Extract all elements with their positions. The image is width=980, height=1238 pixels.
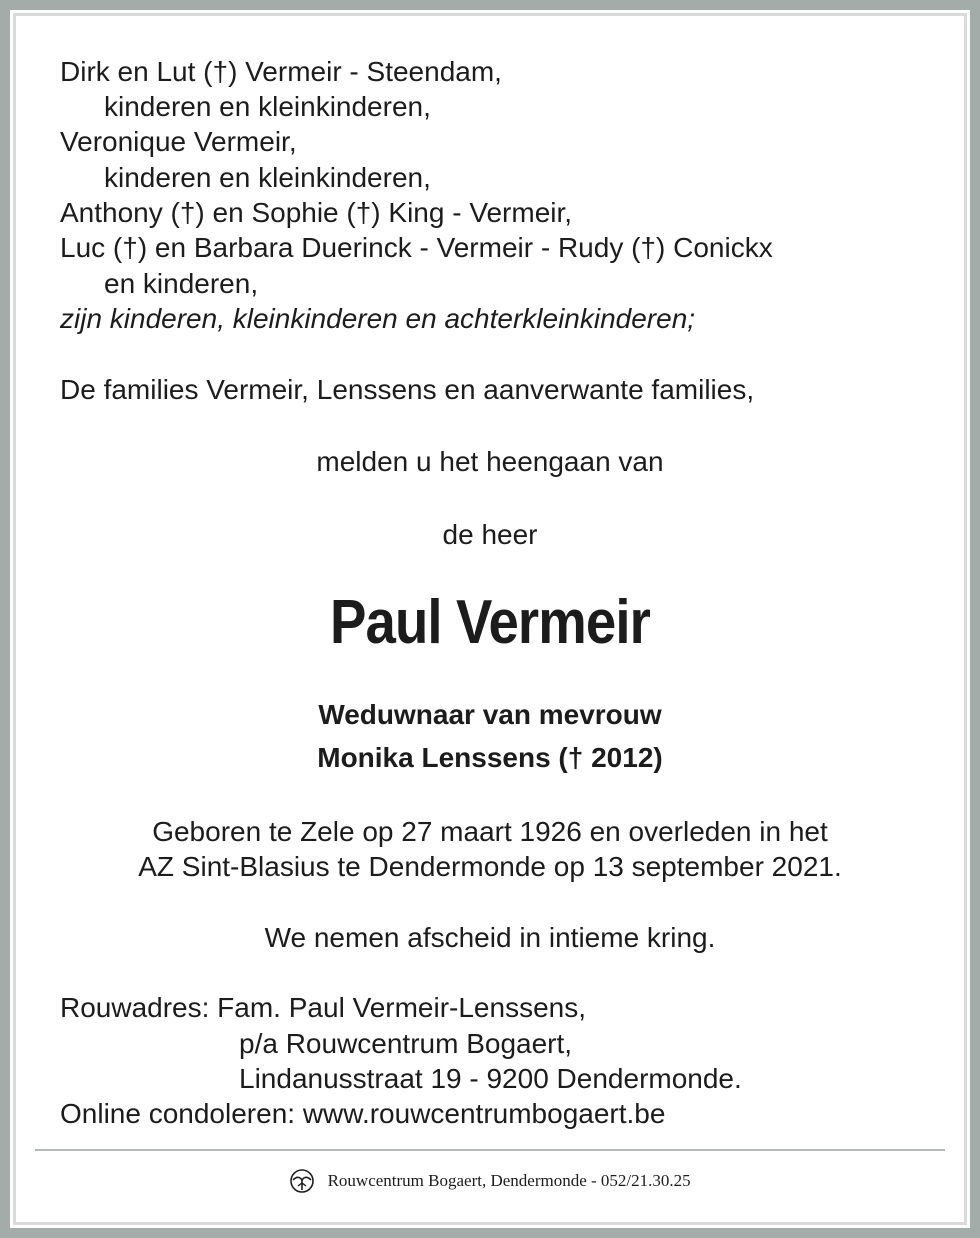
birth-death-line-1: Geboren te Zele op 27 maart 1926 en overleden in het — [152, 816, 828, 847]
announcement-text: melden u het heengaan van — [316, 446, 664, 477]
family-line-4: kinderen en kleinkinderen, — [104, 162, 431, 193]
address-line-3: Lindanusstraat 19 - 9200 Dendermonde. — [239, 1063, 742, 1094]
footer — [0, 1166, 980, 1195]
family-line-9: De families Vermeir, Lenssens en aanverwante families, — [60, 374, 755, 405]
family-line-5: Anthony (†) en Sophie (†) King - Vermeir, — [60, 197, 573, 228]
family-line-3: Veronique Vermeir, — [60, 126, 297, 157]
family-line-7: en kinderen, — [104, 268, 259, 299]
peace-dove-icon — [289, 1168, 315, 1194]
footer-text: Rouwcentrum Bogaert, Dendermonde - 052/21.30.25 — [327, 1171, 691, 1191]
widower-line-1: Weduwnaar van mevrouw — [318, 699, 662, 730]
family-line-6: Luc (†) en Barbara Duerinck - Vermeir - Rudy (†) Conickx — [60, 232, 773, 263]
address-line-2: p/a Rouwcentrum Bogaert, — [239, 1028, 573, 1059]
footer-divider — [35, 1149, 945, 1151]
birth-death-line-2: AZ Sint-Blasius te Dendermonde op 13 september 2021. — [138, 851, 842, 882]
farewell-text: We nemen afscheid in intieme kring. — [264, 922, 716, 953]
family-line-2: kinderen en kleinkinderen, — [104, 91, 431, 122]
salutation: de heer — [442, 519, 538, 550]
address-line-1: Rouwadres: Fam. Paul Vermeir-Lenssens, — [60, 992, 586, 1023]
online-condolence: Online condoleren: www.rouwcentrumbogaert.be — [60, 1098, 666, 1129]
family-line-8: zijn kinderen, kleinkinderen en achterkleinkinderen; — [60, 303, 696, 334]
widower-line-2: Monika Lenssens († 2012) — [317, 742, 663, 773]
deceased-name: Paul Vermeir — [329, 588, 651, 657]
family-line-1: Dirk en Lut (†) Vermeir - Steendam, — [60, 56, 502, 87]
